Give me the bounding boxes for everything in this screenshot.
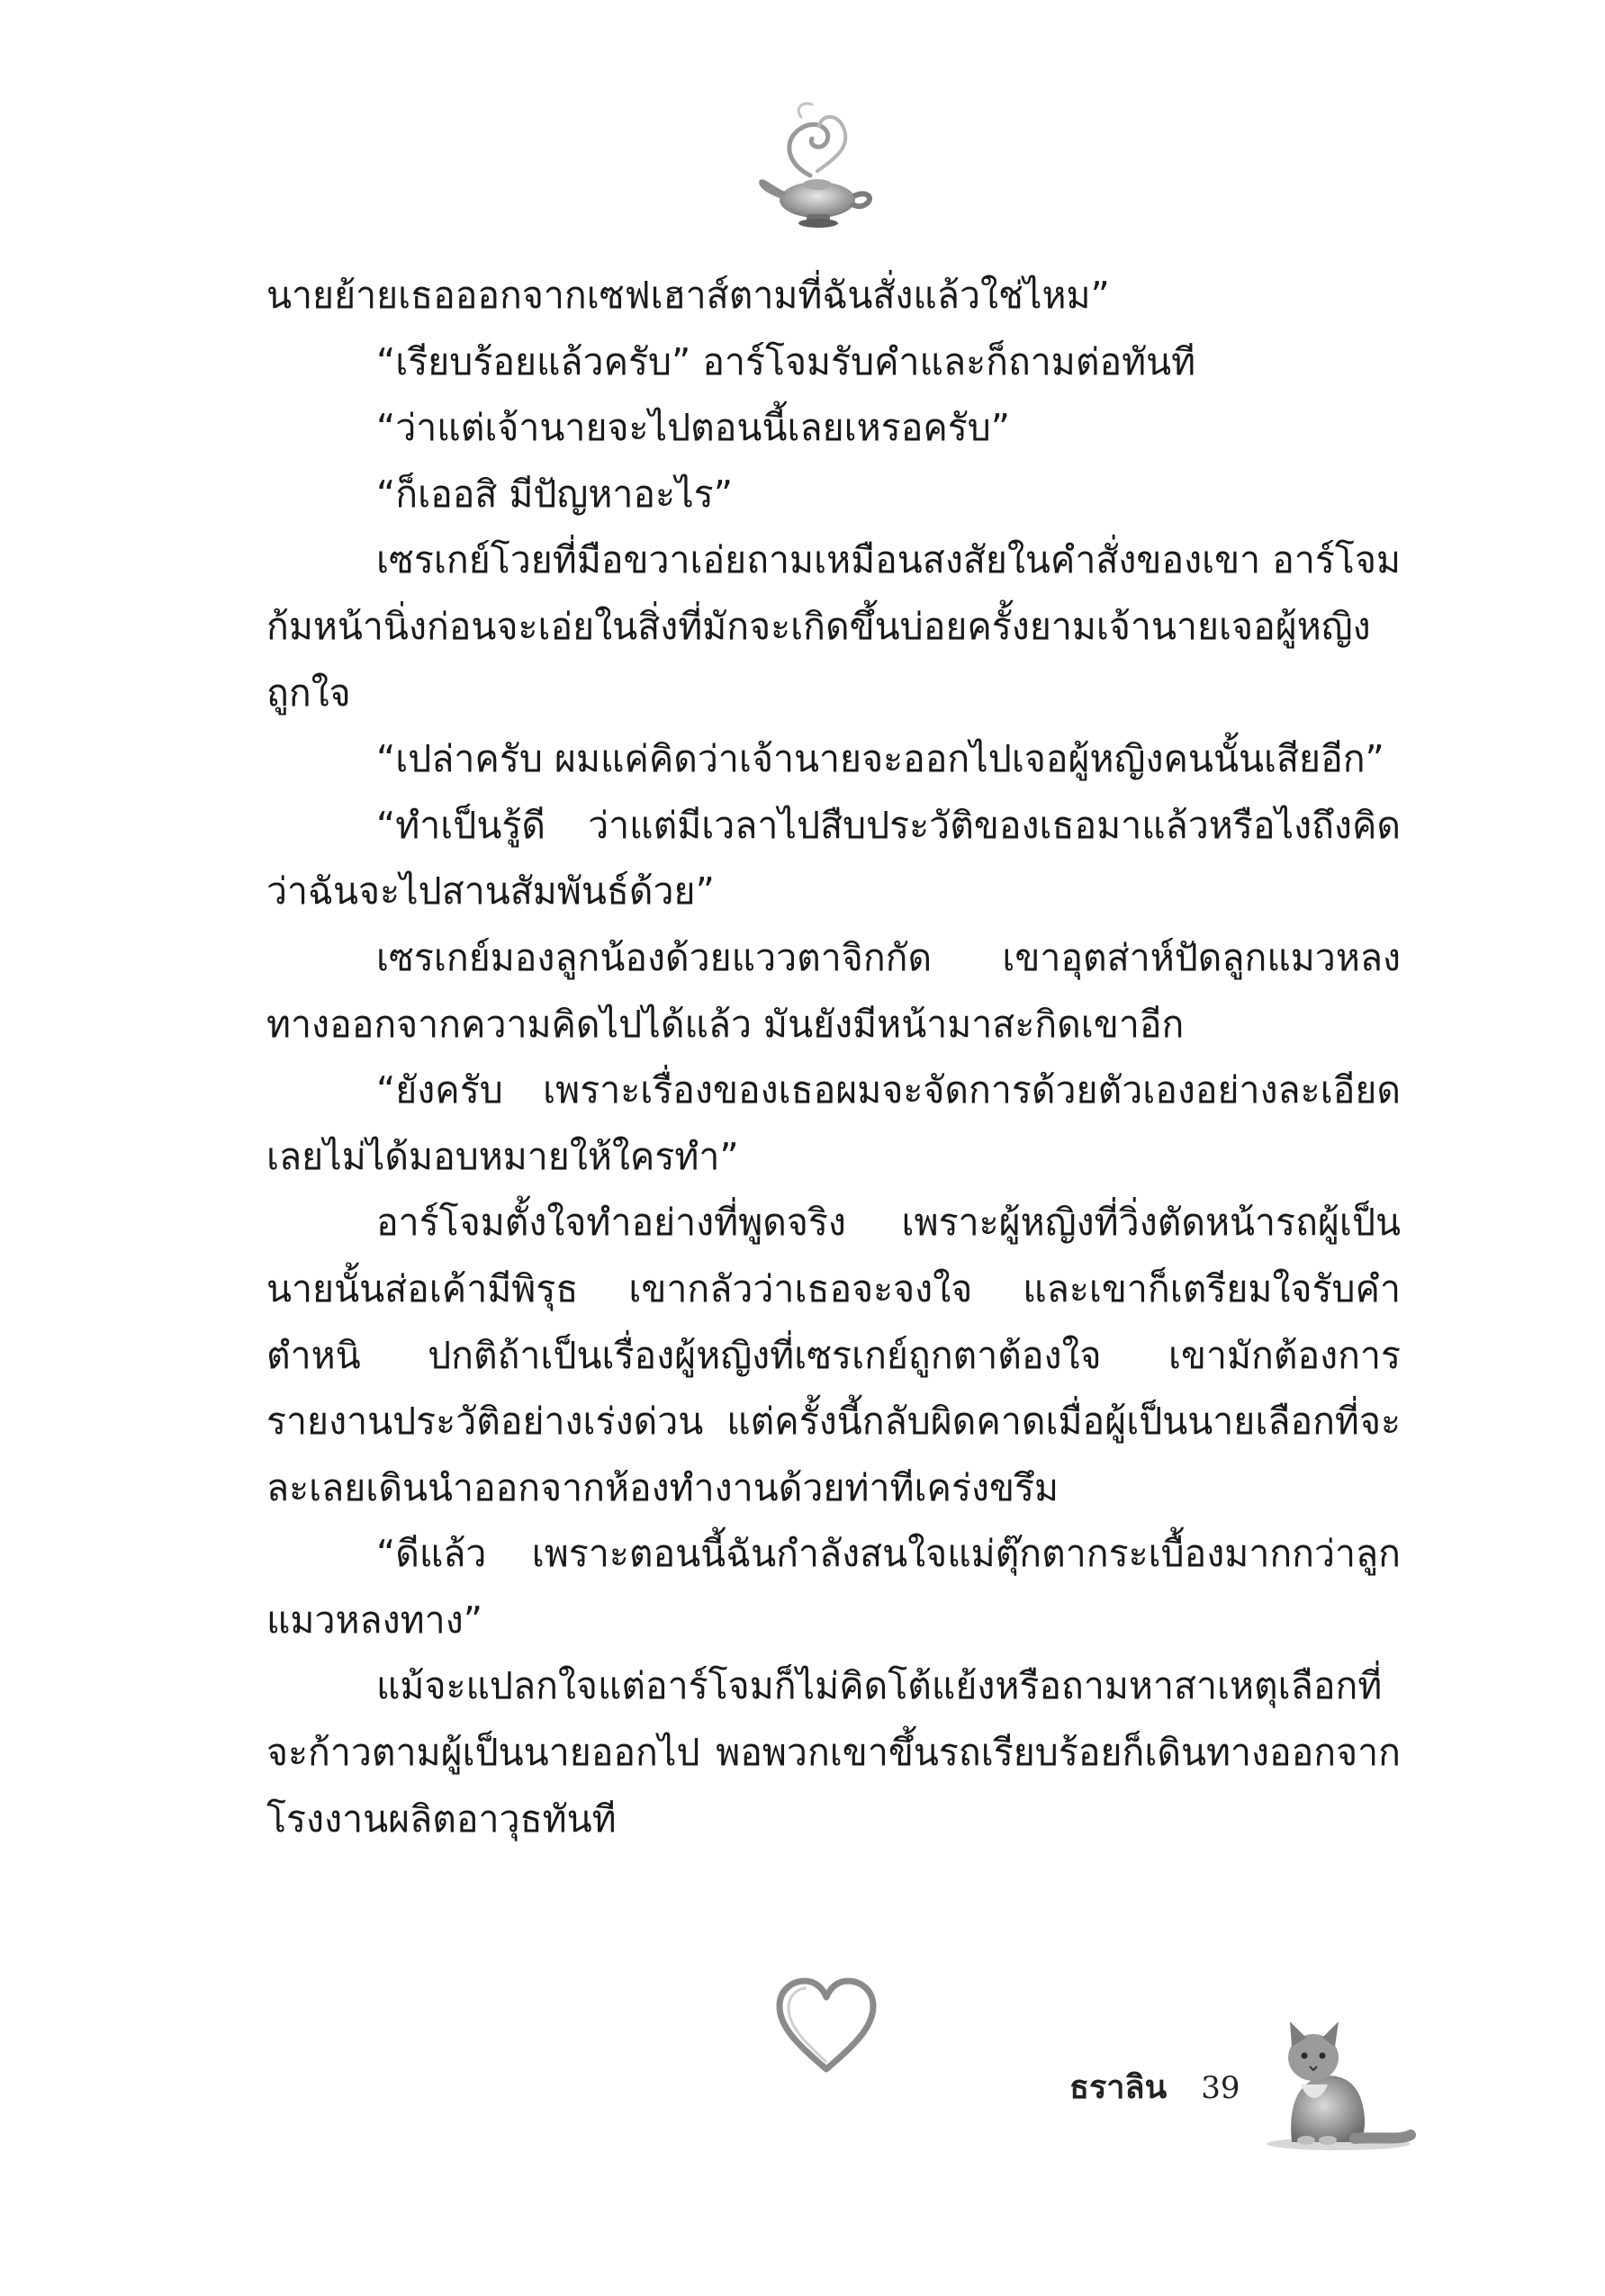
page-number: 39 <box>1201 2070 1240 2106</box>
author-name: ธราลิน <box>1069 2069 1168 2106</box>
paragraph: “เปล่าครับ ผมแค่คิดว่าเจ้านายจะออกไปเจอผู้หญิงคนนั้นเสียอีก” <box>376 737 1384 781</box>
paragraph: เซรเกย์โวยที่มือขวาเอ่ยถามเหมือนสงสัยในคำสั่งของเขา อาร์โจมก้มหน้านิ่งก่อนจะเอ่ยในสิ่งที่มักจะเกิดขึ้นบ่อยครั้งยามเจ้านายเจอผู้หญิงถูกใจ <box>266 538 1401 715</box>
paragraph: “ว่าแต่เจ้านายจะไปตอนนี้เลยเหรอครับ” <box>376 406 1011 450</box>
paragraph: “ทำเป็นรู้ดี ว่าแต่มีเวลาไปสืบประวัติของเธอมาแล้วหรือไงถึงคิดว่าฉันจะไปสานสัมพันธ์ด้วย” <box>266 803 1401 914</box>
paragraph: แม้จะแปลกใจแต่อาร์โจมก็ไม่คิดโต้แย้งหรือถามหาสาเหตุเลือกที่จะก้าวตามผู้เป็นนายออกไป พอพวกเขาขึ้นรถเรียบร้อยก็เดินทางออกจากโรงงานผลิตอาวุธทันที <box>266 1664 1401 1841</box>
heart-icon <box>772 1976 880 2075</box>
paragraph: เซรเกย์มองลูกน้องด้วยแววตาจิกกัด เขาอุตส่าห์ปัดลูกแมวหลงทางออกจากความคิดไปได้แล้ว มันยังมีหน้ามาสะกิดเขาอีก <box>266 935 1401 1046</box>
paragraph: อาร์โจมตั้งใจทำอย่างที่พูดจริง เพราะผู้หญิงที่วิ่งตัดหน้ารถผู้เป็นนายนั้นส่อเค้ามีพิรุธ เขากลัวว่าเธอจะจงใจ และเขาก็เตรียมใจรับคำตำหนิ ปกติถ้าเป็นเรื่องผู้หญิงที่เซรเกย์ถูกตาต้องใจ เขามักต้องการรายงานประวัติอย่างเร่งด่วน แต่ครั้งนี้กลับผิดคาดเมื่อผู้เป็นนายเลือกที่จะละเลยเดินนำออกจากห้องทำงานด้วยท่าทีเคร่งขรึม <box>266 1201 1401 1509</box>
cat-icon <box>1256 2016 1418 2151</box>
body-text <box>266 263 1401 1852</box>
paragraph: “ก็เออสิ มีปัญหาอะไร” <box>376 472 733 516</box>
magic-lamp-icon <box>747 99 882 234</box>
paragraph: “เรียบร้อยแล้วครับ” อาร์โจมรับคำและก็ถามต่อทันที <box>376 339 1196 383</box>
paragraph: “ดีแล้ว เพราะตอนนี้ฉันกำลังสนใจแม่ตุ๊กตากระเบื้องมากกว่าลูกแมวหลงทาง” <box>266 1532 1401 1642</box>
paragraph: “ยังครับ เพราะเรื่องของเธอผมจะจัดการด้วยตัวเองอย่างละเอียดเลยไม่ได้มอบหมายให้ใครทำ” <box>266 1068 1401 1178</box>
paragraph: นายย้ายเธอออกจากเซฟเฮาส์ตามที่ฉันสั่งแล้วใช่ไหม” <box>266 274 1110 317</box>
page-footer <box>1069 2061 1240 2112</box>
